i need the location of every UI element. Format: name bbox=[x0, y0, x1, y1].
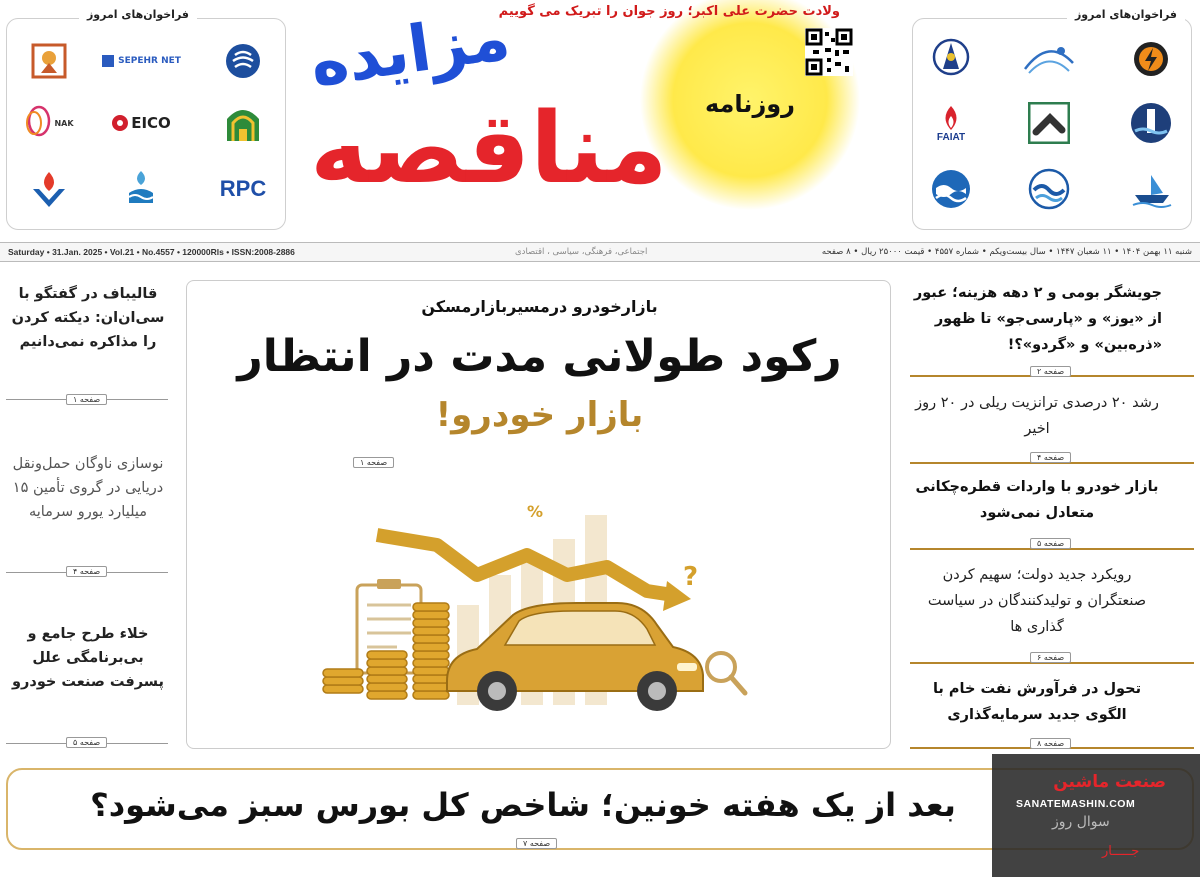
left-story-3[interactable]: خلاء طرح جامع و بی‌برنامگی علل پسرفت صنعت خودرو bbox=[12, 626, 164, 690]
right-story-5[interactable]: تحول در فرآورش نفت خام با الگوی جدید سرمایه‌گذاری bbox=[932, 681, 1142, 723]
faiat-logo-icon bbox=[938, 104, 964, 132]
watermark-brand: صنعت ماشین bbox=[1053, 772, 1166, 792]
chabahar-free-zone-logo[interactable] bbox=[103, 159, 179, 219]
eico-logo-icon bbox=[111, 114, 129, 132]
main-headline: رکود طولانی مدت در انتظار bbox=[237, 331, 842, 382]
faiat-logo[interactable] bbox=[913, 93, 989, 153]
info-bar-right: شنبه ۱۱ بهمن ۱۴۰۴ • ۱۱ شعبان ۱۴۴۷ • سال بیست‌ویکم • شماره ۴۵۵۷ • قیمت ۲۵۰۰۰ ریال • ۸ صفحه bbox=[821, 247, 1192, 257]
quds-foundation-logo[interactable] bbox=[205, 93, 281, 153]
main-kicker: بازارخودرو درمسیربازارمسکن bbox=[421, 297, 658, 316]
banner-headline: بعد از یک هفته خونین؛ شاخص کل بورس سبز می‌شود؟ bbox=[90, 786, 956, 824]
water-drop-logo-icon bbox=[930, 168, 972, 210]
right-story-4[interactable]: رویکرد جدید دولت؛ سهیم کردن صنعتگران و تولیدکنندگان در سیاست گذاری ها bbox=[927, 567, 1147, 635]
azarbaijan-electric-logo[interactable] bbox=[205, 31, 281, 91]
left-story-2[interactable]: نوسازی ناوگان حمل‌ونقل دریایی در گروی تأمین ۱۵ میلیارد یورو سرمایه bbox=[12, 456, 164, 520]
left-ad-title: فراخوان‌های امروز bbox=[79, 7, 197, 22]
sea-tower-logo[interactable] bbox=[1113, 93, 1189, 153]
gas-company-logo[interactable] bbox=[11, 159, 87, 219]
pipe-logo[interactable] bbox=[1011, 93, 1087, 153]
left-story-1-page[interactable]: صفحه ۱ bbox=[66, 394, 107, 405]
watermark-url: SANATEMASHIN.COM bbox=[1016, 798, 1136, 810]
faiat-logo-text: FAIAT bbox=[936, 131, 966, 143]
masthead bbox=[300, 0, 900, 240]
masthead-blue-word: مزایده bbox=[305, 0, 515, 102]
quds-foundation-logo-icon bbox=[223, 101, 263, 145]
ship-logo-icon bbox=[1129, 169, 1173, 209]
sepehr-net-logo[interactable] bbox=[103, 31, 179, 91]
right-ad-title: فراخوان‌های امروز bbox=[1067, 7, 1185, 22]
left-story-3-page[interactable]: صفحه ۵ bbox=[66, 737, 107, 748]
banner-page[interactable]: صفحه ۷ bbox=[516, 838, 557, 849]
azarbaijan-electric-logo-icon bbox=[223, 41, 263, 81]
right-story-5-page[interactable]: صفحه ۸ bbox=[1030, 738, 1071, 749]
right-story-1-page[interactable]: صفحه ۲ bbox=[1030, 366, 1071, 377]
power-generation-logo-icon bbox=[1131, 39, 1171, 79]
left-story-1[interactable]: قالیباف در گفتگو با سی‌ان‌ان: دیکته کردن را مذاکره نمی‌دانیم bbox=[11, 286, 165, 350]
right-story-4-page[interactable]: صفحه ۶ bbox=[1030, 652, 1071, 663]
right-story-1[interactable]: جویشگر بومی و ۲ دهه هزینه؛ عبور از «یوز» و «پارسی‌جو» تا ظهور «ذره‌بین» و «گردو»؟! bbox=[913, 285, 1162, 353]
nak-logo-icon bbox=[24, 105, 54, 141]
gas-company-logo-icon bbox=[29, 169, 69, 209]
watermark-tag: جـــــار bbox=[1102, 844, 1140, 859]
eico-logo[interactable] bbox=[103, 93, 179, 153]
masthead-small-word: روزنامه bbox=[705, 90, 795, 118]
tehran-water-logo-icon bbox=[1019, 41, 1079, 77]
car-market-illustration bbox=[317, 495, 757, 735]
ship-logo[interactable] bbox=[1113, 159, 1189, 219]
pipe-logo-icon bbox=[1028, 102, 1070, 144]
watermark-overlay bbox=[992, 754, 1200, 877]
right-story-2-page[interactable]: صفحه ۴ bbox=[1030, 452, 1071, 463]
masthead-tagline: ولادت حضرت علی اکبر؛ روز جوان را تبریک می گوییم bbox=[498, 4, 840, 19]
magnifier-icon bbox=[707, 653, 745, 693]
main-subhead: بازار خودرو! bbox=[435, 395, 644, 435]
info-bar-center: اجتماعی، فرهنگی، سیاسی ، اقتصادی bbox=[515, 247, 648, 257]
university-seal-logo[interactable] bbox=[913, 29, 989, 89]
watermark-sub: سوال روز bbox=[1052, 814, 1110, 830]
university-seal-logo-icon bbox=[931, 37, 971, 81]
rpc-logo[interactable] bbox=[205, 159, 281, 219]
main-story-page[interactable]: صفحه ۱ bbox=[353, 457, 394, 468]
sepehr-net-logo-icon bbox=[101, 54, 115, 68]
percent-sign: % bbox=[527, 502, 544, 521]
wave-logo-icon bbox=[1028, 168, 1070, 210]
right-story-3[interactable]: بازار خودرو با واردات قطره‌چکانی متعادل نمی‌شود bbox=[915, 479, 1159, 521]
power-generation-logo[interactable] bbox=[1113, 29, 1189, 89]
qr-code-icon[interactable] bbox=[805, 28, 853, 76]
nak-logo[interactable] bbox=[11, 93, 87, 153]
left-story-2-page[interactable]: صفحه ۴ bbox=[66, 566, 107, 577]
info-bar-left: Saturday • 31.Jan. 2025 • Vol.21 • No.4557 • 120000Rls • ISSN:2008-2886 bbox=[8, 247, 295, 257]
sahand-logo-icon bbox=[31, 43, 67, 79]
right-story-2[interactable]: رشد ۲۰ درصدی ترانزیت ریلی در ۲۰ روز اخیر bbox=[915, 395, 1159, 437]
chabahar-free-zone-logo-icon bbox=[121, 167, 161, 211]
main-story-box[interactable] bbox=[186, 280, 891, 749]
right-story-3-page[interactable]: صفحه ۵ bbox=[1030, 538, 1071, 549]
nak-logo-text: NAK bbox=[54, 118, 74, 128]
right-ad-box bbox=[912, 8, 1192, 230]
sea-tower-logo-icon bbox=[1129, 101, 1173, 145]
sepehr-net-logo-text: SEPEHR NET bbox=[118, 56, 181, 66]
question-sign: ? bbox=[683, 562, 699, 592]
eico-logo-text: EICO bbox=[131, 114, 171, 132]
left-ad-box bbox=[6, 8, 286, 230]
water-drop-logo[interactable] bbox=[913, 159, 989, 219]
info-bar bbox=[0, 242, 1200, 262]
tehran-water-logo[interactable] bbox=[1011, 29, 1087, 89]
wave-logo[interactable] bbox=[1011, 159, 1087, 219]
rpc-logo-text: RPC bbox=[219, 176, 267, 201]
masthead-red-word: مناقصه bbox=[310, 92, 668, 206]
sahand-logo[interactable] bbox=[11, 31, 87, 91]
